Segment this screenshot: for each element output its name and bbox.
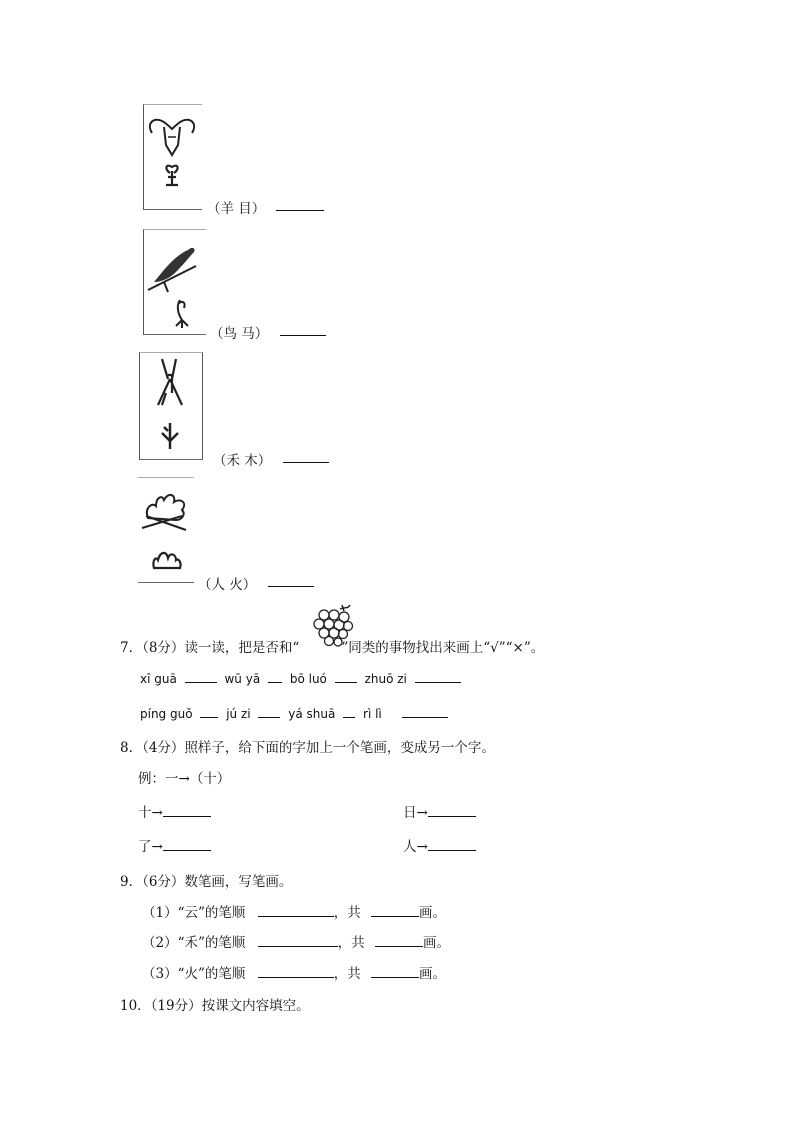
q7-blank-5[interactable]	[200, 705, 218, 718]
answer-blank-2[interactable]	[280, 323, 326, 336]
question-8-item-2: 日→	[403, 801, 476, 821]
pictograph-box-tree	[139, 352, 203, 460]
question-7-row-2: píng guǒ jú zi yá shuā rì lì	[140, 705, 452, 721]
grapes-icon	[310, 603, 354, 647]
q9-stroke-blank-2[interactable]	[258, 934, 338, 947]
q8-blank-1[interactable]	[163, 804, 211, 817]
q8-blank-3[interactable]	[163, 838, 211, 851]
answer-blank-1[interactable]	[276, 198, 324, 211]
q7-blank-7[interactable]	[343, 705, 355, 718]
bird-pictograph-icon	[144, 230, 206, 334]
question-7-row-1: xī guā wū yā bō luó zhuō zi	[140, 670, 465, 686]
q9-stroke-blank-1[interactable]	[258, 904, 334, 917]
fire-pictograph-icon	[138, 478, 194, 582]
question-10-heading: 10．（19分）按课文内容填空。	[120, 998, 310, 1014]
answer-blank-4[interactable]	[268, 574, 314, 587]
question-7-heading: 7．（8分）读一读，把是否和“ ”同类的事物找出来画上“√”“×”。	[120, 640, 545, 656]
q8-blank-2[interactable]	[428, 804, 476, 817]
pictograph-chars-2: （鸟 马）	[210, 326, 269, 342]
q9-count-blank-2[interactable]	[375, 934, 423, 947]
tree-pictograph-icon	[140, 353, 202, 459]
question-9-item-1: （1）“云”的笔顺 ，共 画。	[142, 905, 446, 921]
q9-count-blank-1[interactable]	[371, 904, 419, 917]
question-8-item-4: 人→	[403, 835, 476, 855]
goat-pictograph-icon	[144, 105, 202, 209]
question-8-item-1: 十→	[138, 801, 211, 821]
question-9-heading: 9．（6分）数笔画，写笔画。	[120, 874, 293, 890]
arrow-icon: →	[178, 771, 190, 787]
arrow-icon: →	[416, 805, 428, 821]
q7-blank-1[interactable]	[185, 670, 217, 683]
question-8-example: 例：一→（十）	[138, 771, 231, 787]
q7-blank-8[interactable]	[402, 705, 448, 718]
arrow-icon: →	[416, 839, 428, 855]
pictograph-chars-1: （羊 目）	[207, 201, 266, 217]
question-8-heading: 8．（4分）照样子，给下面的字加上一个笔画，变成另一个字。	[120, 740, 495, 756]
arrow-icon: →	[151, 805, 163, 821]
pictograph-chars-4: （人 火）	[198, 577, 257, 593]
q8-blank-4[interactable]	[428, 838, 476, 851]
arrow-icon: →	[151, 839, 163, 855]
answer-blank-3[interactable]	[283, 450, 329, 463]
pictograph-chars-3: （禾 木）	[213, 453, 272, 469]
pictograph-box-goat	[143, 104, 202, 210]
pictograph-box-fire	[138, 477, 194, 583]
question-8-item-3: 了→	[138, 835, 211, 855]
pictograph-box-bird	[143, 229, 206, 335]
q9-stroke-blank-3[interactable]	[258, 965, 334, 978]
question-9-item-3: （3）“火”的笔顺 ，共 画。	[142, 966, 446, 982]
q9-count-blank-3[interactable]	[371, 965, 419, 978]
q7-blank-3[interactable]	[335, 670, 357, 683]
q7-blank-2[interactable]	[268, 670, 282, 683]
q7-blank-4[interactable]	[415, 670, 461, 683]
q7-blank-6[interactable]	[258, 705, 280, 718]
question-9-item-2: （2）“禾”的笔顺 ，共 画。	[142, 935, 450, 951]
